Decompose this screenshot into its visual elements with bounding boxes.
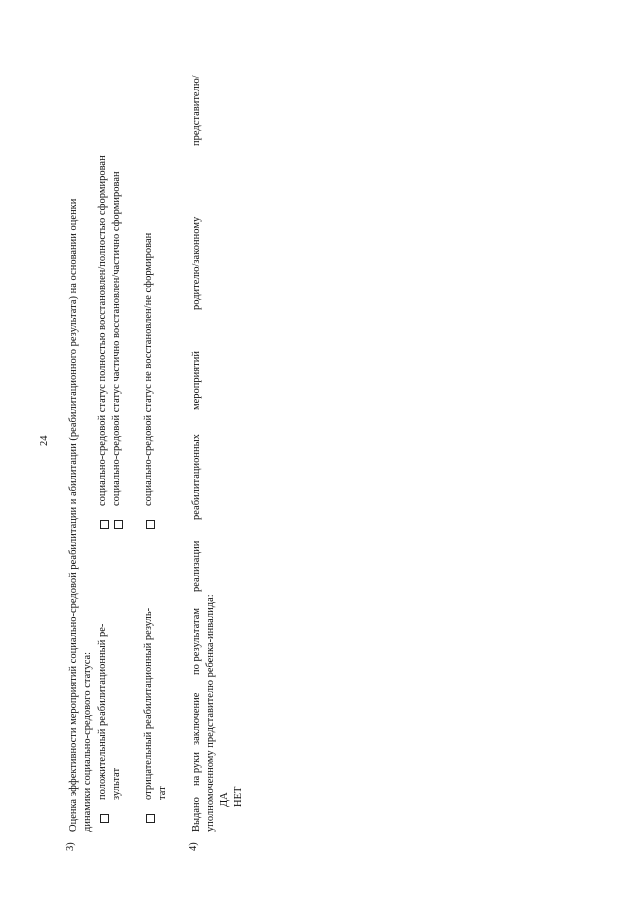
page-number: 24 [39, 435, 50, 446]
section-4-word: заключение [191, 692, 202, 745]
section-4-number: 4) [188, 842, 199, 851]
section-3-heading-line2: динамики социально-средового статуса: [82, 651, 93, 832]
negative-result-label-line1: отрицательный реабилитационный резуль- [143, 607, 154, 800]
section-3-number: 3) [65, 842, 76, 851]
negative-result-label-line2: тат [157, 786, 168, 800]
section-4-word: Выдано [191, 797, 202, 832]
positive-result-label-line2: зультат [111, 767, 122, 800]
answer-no[interactable]: НЕТ [233, 786, 244, 807]
section-3-heading-line1: Оценка эффективности мероприятий социально-средовой реабилитации и абилитации (реабилитационного результата) на основании оценки [68, 198, 79, 832]
answer-yes[interactable]: ДА [219, 792, 230, 807]
section-4-line2: уполномоченному представителю ребенка-инвалида: [205, 594, 216, 832]
section-4-word: по результатам [191, 607, 202, 675]
section-4-word: на руки [191, 752, 202, 786]
section-4-word: реабилитационных [191, 434, 202, 520]
status-not-restored-checkbox[interactable] [146, 520, 155, 529]
status-not-restored-label: социально-средовой статус не восстановлен/не сформирован [143, 232, 154, 506]
section-4-word: представителю/ [191, 75, 202, 146]
section-4-word: родителю/законному [191, 216, 202, 310]
status-partially-restored-label: социально-средовой статус частично восстановлен/частично сформирован [111, 171, 122, 506]
negative-result-checkbox[interactable] [146, 814, 155, 823]
positive-result-checkbox[interactable] [100, 814, 109, 823]
section-4-word: реализации [191, 540, 202, 592]
status-fully-restored-checkbox[interactable] [100, 520, 109, 529]
status-partially-restored-checkbox[interactable] [114, 520, 123, 529]
section-4-word: мероприятий [191, 351, 202, 410]
positive-result-label-line1: положительный реабилитационный ре- [97, 623, 108, 800]
status-fully-restored-label: социально-средовой статус полностью восстановлен/полностью сформирован [97, 155, 108, 506]
